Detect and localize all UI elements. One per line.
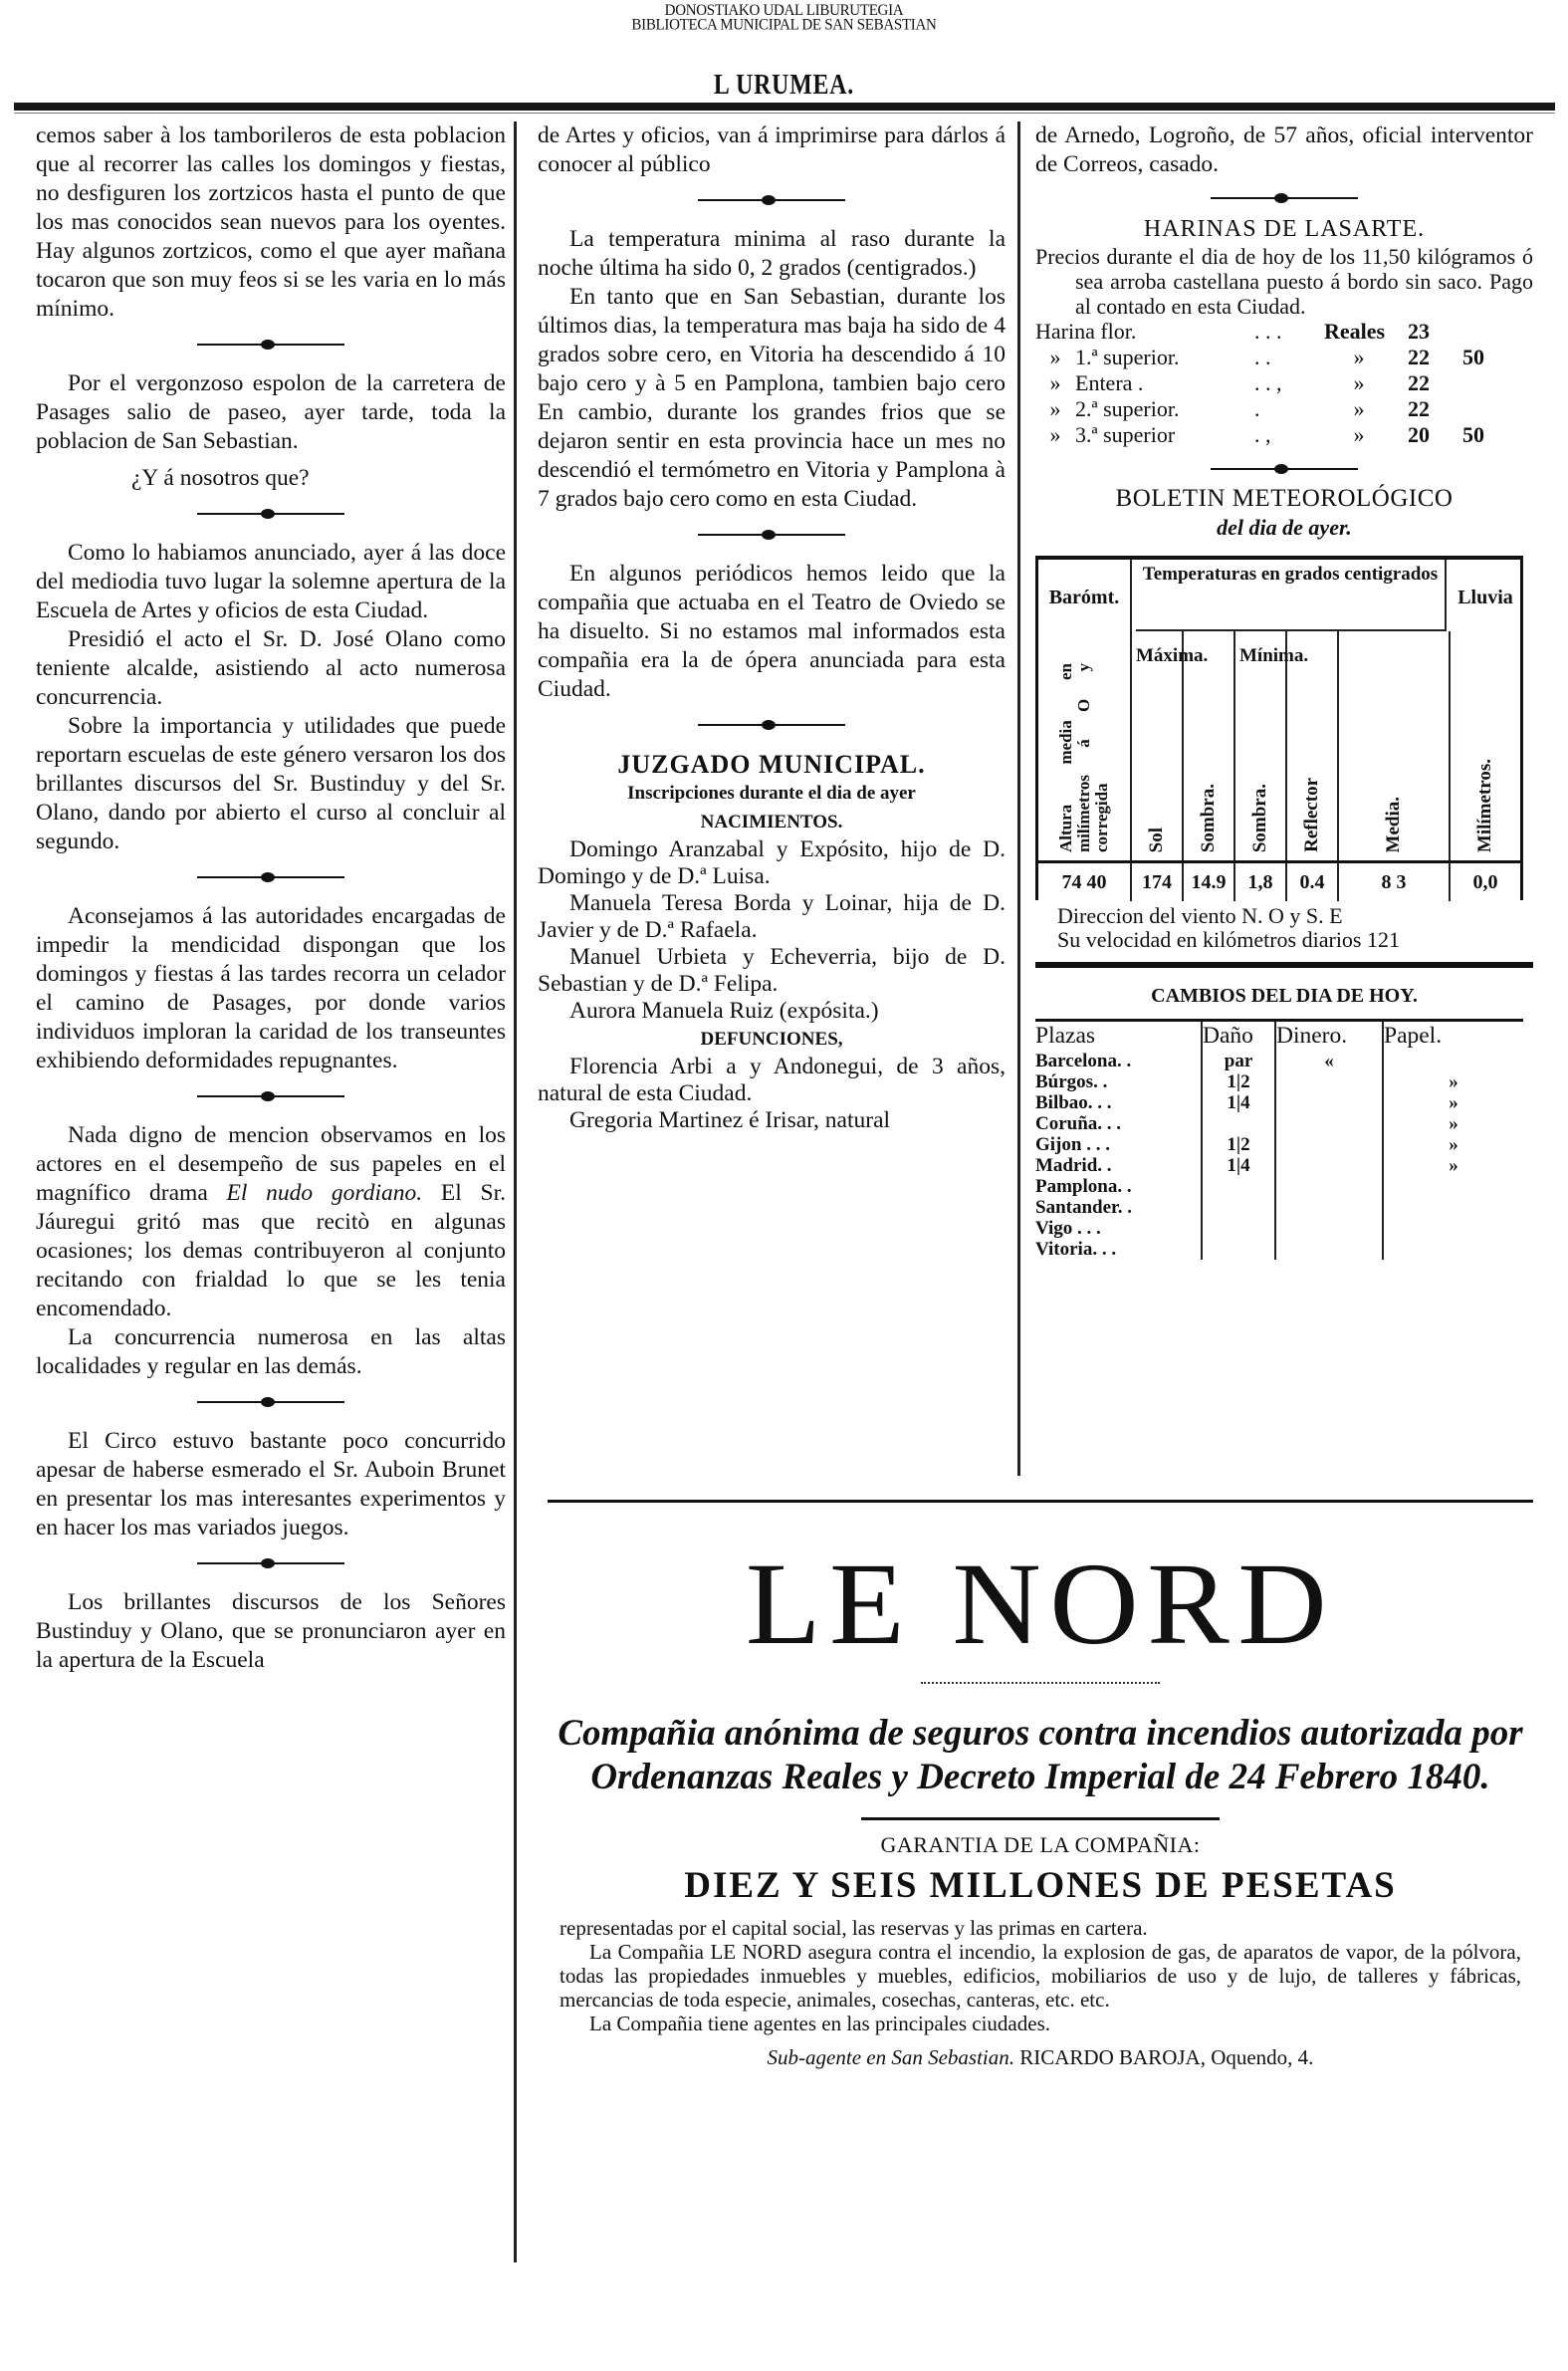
price-value: 23: [1408, 319, 1430, 344]
meteo-sub-milimetros: Milímetros.: [1474, 758, 1495, 852]
cambios-papel: »: [1449, 1113, 1458, 1134]
cambios-papel: [1384, 1197, 1523, 1218]
price-value: 22: [1408, 396, 1430, 421]
newspaper-title: L URUMEA.: [713, 70, 855, 101]
cambios-plaza: Vigo . . .: [1035, 1218, 1101, 1239]
price-cents: [1444, 396, 1503, 422]
left-column: [36, 121, 506, 1675]
cambios-papel: [1384, 1176, 1523, 1197]
cambios-plaza: Búrgos. .: [1035, 1071, 1108, 1092]
ornament-divider-icon: [921, 1682, 1160, 1684]
cambios-dano: [1203, 1113, 1274, 1134]
cambios-plaza: Barcelona. .: [1035, 1051, 1132, 1071]
cambios-papel: [1384, 1239, 1523, 1260]
juzgado-subtitle: Inscripciones durante el dia de ayer: [627, 783, 916, 804]
cambios-dinero: [1276, 1239, 1382, 1260]
article-espolon: Por el vergonzoso espolon de la carretera de Pasages salio de paseo, ayer tarde, toda la poblacion de San Sebastian.: [36, 370, 506, 454]
meteo-table-values: [1038, 860, 1520, 900]
article-escuela-apertura: Como lo habiamos anunciado, ayer á las doce del mediodia tuvo lugar la solemne apertura de la Escuela de Artes y oficios de esta Ciudad.: [36, 540, 506, 623]
ad-subagent: [538, 2045, 1543, 2070]
flour-type: 3.ª superior: [1075, 422, 1176, 447]
cambios-dano: [1203, 1197, 1274, 1218]
meteo-val-sombra-max: 14.9: [1184, 863, 1235, 901]
ad-brand-title: LE NORD: [745, 1539, 1336, 1669]
article-espolon-remark: ¿Y á nosotros que?: [131, 465, 310, 491]
death-entry: Florencia Arbi a y Andonegui, de 3 años, natural de esta Ciudad.: [538, 1054, 1006, 1106]
cambios-header: Daño: [1203, 1023, 1253, 1049]
price-row: » 3.ª superior . , » 20 50: [1035, 422, 1533, 448]
ad-subagent-name: RICARDO BAROJA, Oquendo, 4.: [1019, 2045, 1314, 2069]
cambios-dano: 1|2: [1227, 1134, 1250, 1155]
meteo-val-barometro: 74 40: [1038, 863, 1132, 901]
price-value: 22: [1408, 345, 1430, 369]
ornament-divider-icon: [197, 876, 344, 878]
deaths-heading: DEFUNCIONES,: [700, 1029, 843, 1050]
cambios-plaza: Coruña. . .: [1035, 1113, 1122, 1134]
ad-mid-rule: [861, 1817, 1220, 1820]
section-separator: [36, 499, 506, 529]
ornament-divider-icon: [698, 724, 845, 726]
cambios-dano: 1|4: [1227, 1092, 1250, 1113]
section-separator: [538, 185, 1006, 215]
section-separator: [538, 520, 1006, 550]
cambios-dano: 1|2: [1227, 1071, 1250, 1092]
cambios-dinero: [1276, 1134, 1382, 1155]
meteo-sub-sombra-min: Sombra.: [1249, 783, 1270, 852]
meteo-val-lluvia: 0,0: [1472, 871, 1498, 893]
price-cents: 50: [1462, 422, 1484, 447]
harinas-price-list: [1035, 319, 1533, 448]
cambios-col-dinero: [1276, 1022, 1384, 1260]
article-tamborileros: cemos saber à los tamborileros de esta poblacion que al recorrer las calles los domingos y fiestas, no desfiguren los zortzicos hasta el punto de que los mas conocidos sean nuevos para los oyentes. Hay algunos zortzicos, como el que ayer mañana tocaron que son muy feos si se les varia en lo más mínimo.: [36, 122, 506, 322]
drama-title: El nudo gordiano.: [226, 1180, 423, 1206]
price-row: » 2.ª superior. . » 22: [1035, 396, 1533, 422]
cambios-col-dano: [1203, 1022, 1276, 1260]
section-separator: [36, 1081, 506, 1111]
meteo-sub-sol: Sol: [1146, 827, 1167, 852]
masthead-rule-thin: [14, 113, 1555, 114]
price-cents: 50: [1462, 345, 1484, 369]
ad-guarantee-label: GARANTIA DE LA COMPAÑIA:: [880, 1832, 1201, 1857]
cambios-col-papel: [1384, 1022, 1523, 1260]
birth-entry: Manuela Teresa Borda y Loinar, hija de D. Javier y de D.ª Rafaela.: [538, 890, 1006, 943]
ad-subagent-label: Sub-agente en San Sebastian.: [767, 2045, 1014, 2069]
wind-speed: Su velocidad en kilómetros diarios 121: [1057, 927, 1400, 952]
wind-direction: Direccion del viento N. O y S. E: [1057, 903, 1343, 928]
column-divider-2: [1017, 121, 1020, 1476]
cambios-papel: »: [1449, 1071, 1458, 1092]
cambios-dano: par: [1224, 1051, 1253, 1071]
cambios-col-plazas: [1035, 1022, 1203, 1260]
ad-body: [538, 1916, 1543, 2035]
meteo-table: [1035, 556, 1523, 900]
death-entry-cont: de Arnedo, Logroño, de 57 años, oficial interventor de Correos, casado.: [1035, 122, 1533, 177]
birth-entry: Domingo Aranzabal y Expósito, hijo de D. Domingo y de D.ª Luisa.: [538, 836, 1006, 889]
section-separator: [36, 1387, 506, 1417]
section-separator: [36, 330, 506, 359]
ornament-divider-icon: [197, 1401, 344, 1403]
currency-unit: »: [1353, 370, 1365, 395]
cambios-dano: 1|4: [1227, 1155, 1250, 1176]
cambios-header: Dinero.: [1276, 1023, 1348, 1049]
meteo-sub-sombra-max: Sombra.: [1198, 783, 1219, 852]
ad-body-capital: representadas por el capital social, las reservas y las primas en cartera.: [560, 1916, 1148, 1940]
cambios-papel: »: [1449, 1134, 1458, 1155]
price-value: 20: [1408, 422, 1430, 447]
birth-entry: Manuel Urbieta y Echeverria, bijo de D. Sebastian y de D.ª Felipa.: [538, 944, 1006, 997]
cambios-plaza: Madrid. .: [1035, 1155, 1112, 1176]
cambios-plaza: Pamplona. .: [1035, 1176, 1132, 1197]
section-separator: [36, 1548, 506, 1578]
article-mendicidad: Aconsejamos á las autoridades encargadas de impedir la mendicidad dispongan que los domingos y fiestas á las tardes recorra un celador el camino de Pasages, por donde varios individuos imploran la caridad de los transeuntes exhibiendo deformidades repugnantes.: [36, 903, 506, 1073]
cambios-dinero: [1276, 1176, 1382, 1197]
library-header: [0, 3, 1568, 32]
meteo-col-barometro: Barómt.: [1038, 560, 1132, 631]
cambios-header: Papel.: [1384, 1023, 1443, 1049]
cambios-dano: [1203, 1239, 1274, 1260]
meteo-sub-media: Media.: [1383, 796, 1404, 852]
meteo-val-media: 8 3: [1339, 863, 1451, 901]
cambios-plaza: Gijon . . .: [1035, 1134, 1110, 1155]
harinas-heading: HARINAS DE LASARTE.: [1143, 216, 1426, 242]
price-value: 22: [1408, 370, 1430, 395]
article-teatro: Nada digno de mencion observamos en los actores en el desempeño de sus papeles en el magnífico drama El nudo gordiano. El Sr. Jáuregui gritó mas que recitò en algunas ocasiones; los demas contribuyeron al conjunto recitando con frialdad lo que se les tenia encomendado.: [36, 1122, 506, 1321]
cambios-papel: [1384, 1051, 1523, 1071]
juzgado-heading: JUZGADO MUNICIPAL.: [617, 750, 926, 779]
flour-type: 1.ª superior.: [1075, 345, 1180, 369]
harinas-intro: Precios durante el dia de hoy de los 11,50 kilógramos ó sea arroba castellana puesto á bordo sin saco. Pago al contado en esta Ciudad.: [1035, 244, 1533, 319]
ornament-divider-icon: [698, 199, 845, 201]
ornament-divider-icon: [1211, 197, 1358, 199]
cambios-dinero: [1276, 1071, 1382, 1092]
meteo-col-lluvia: Lluvia: [1457, 587, 1513, 608]
price-row: » Entera . . . , » 22: [1035, 370, 1533, 396]
right-column: [1035, 121, 1533, 1260]
article-escuela-presidio: Presidió el acto el Sr. D. José Olano como teniente alcalde, asistiendo al acto numerosa concurrencia.: [36, 626, 506, 710]
cambios-dano: [1203, 1176, 1274, 1197]
meteo-subtitle: del dia de ayer.: [1217, 515, 1352, 540]
cambios-header: Plazas: [1035, 1023, 1096, 1049]
ad-body-coverage: La Compañia LE NORD asegura contra el incendio, la explosion de gas, de aparatos de vapor, de la pólvora, todas las propiedades inmuebles y muebles, edificios, mobiliarios de uso y de lujo, de talleres y fábricas, mercancias de toda especie, animales, cosechas, canteras, etc. etc.: [560, 1940, 1521, 2012]
article-temperatura-minima: La temperatura minima al raso durante la noche última ha sido 0, 2 grados (centigrados.): [538, 226, 1006, 281]
cambios-papel: [1384, 1218, 1523, 1239]
ad-body-agents: La Compañia tiene agentes en las principales ciudades.: [589, 2012, 1050, 2035]
price-cents: [1444, 319, 1503, 345]
section-separator: [36, 862, 506, 892]
cambios-plaza: Bilbao. . .: [1035, 1092, 1112, 1113]
article-compania-opera: En algunos periódicos hemos leido que la compañia que actuaba en el Teatro de Oviedo se ha disuelto. Si no estamos mal informados esta compañia era la de ópera anunciada para esta Ciudad.: [538, 561, 1006, 702]
cambios-table: [1035, 1019, 1523, 1260]
ad-top-rule: [548, 1500, 1533, 1503]
library-name-spanish: BIBLIOTECA MUNICIPAL DE SAN SEBASTIAN: [631, 16, 937, 34]
article-discursos-imprimir: Los brillantes discursos de los Señores Bustinduy y Olano, que se pronunciaron ayer en la apertura de la Escuela: [36, 1589, 506, 1673]
cambios-dinero: «: [1324, 1051, 1334, 1071]
library-name-basque: DONOSTIAKO UDAL LIBURUTEGIA: [664, 2, 904, 20]
meteo-heading: BOLETIN METEOROLÓGICO: [1115, 485, 1454, 512]
cambios-papel: »: [1449, 1092, 1458, 1113]
meteo-table-subheader: [1038, 631, 1520, 860]
cambios-rule: [1035, 962, 1533, 968]
currency-unit: »: [1353, 345, 1365, 369]
column-divider-1: [514, 121, 517, 2262]
article-discursos-imprimir-cont: de Artes y oficios, van á imprimirse para dárlos á conocer al público: [538, 122, 1006, 177]
le-nord-advertisement: [538, 1500, 1543, 2070]
ornament-divider-icon: [197, 344, 344, 346]
meteo-sub-reflector: Reflector: [1301, 778, 1322, 852]
masthead-rule: [14, 103, 1555, 111]
price-row: Harina flor. . . . Reales 23: [1035, 319, 1533, 345]
cambios-dinero: [1276, 1197, 1382, 1218]
cambios-papel: »: [1449, 1155, 1458, 1176]
currency-unit: Reales: [1324, 319, 1386, 344]
price-cents: [1444, 370, 1503, 396]
death-entry: Gregoria Martinez é Irisar, natural: [569, 1107, 891, 1133]
flour-type: 2.ª superior.: [1075, 396, 1180, 421]
price-row: » 1.ª superior. . . » 22 50: [1035, 345, 1533, 370]
cambios-dinero: [1276, 1092, 1382, 1113]
cambios-plaza: Vitoria. . .: [1035, 1239, 1117, 1260]
ad-subtitle: Compañia anónima de seguros contra incendios autorizada por Ordenanzas Reales y Decreto Imperial de 24 Febrero 1840.: [558, 1713, 1523, 1797]
flour-type: Entera .: [1075, 370, 1144, 395]
section-separator: [1035, 183, 1533, 213]
cambios-dinero: [1276, 1218, 1382, 1239]
births-heading: NACIMIENTOS.: [700, 812, 843, 832]
article-escuela-discursos: Sobre la importancia y utilidades que puede reportarn escuelas de este género versaron los dos brillantes discursos del Sr. Bustinduy y del Sr. Olano, dando por abierto el curso al concluir al segundo.: [36, 713, 506, 854]
meteo-col-temperaturas: Temperaturas en grados centigrados: [1136, 560, 1447, 631]
ornament-divider-icon: [197, 1562, 344, 1564]
currency-unit: »: [1353, 396, 1365, 421]
cambios-plaza: Santander. .: [1035, 1197, 1132, 1218]
birth-entry: Aurora Manuela Ruiz (expósita.): [569, 998, 879, 1024]
ornament-divider-icon: [1211, 468, 1358, 470]
article-circo: El Circo estuvo bastante poco concurrido apesar de haberse esmerado el Sr. Auboin Brunet en presentar los mas interesantes experimentos y en hacer los mas variados juegos.: [36, 1428, 506, 1541]
currency-unit: »: [1353, 422, 1365, 447]
article-teatro-concurrencia: La concurrencia numerosa en las altas localidades y regular en las demás.: [36, 1324, 506, 1379]
cambios-dinero: [1276, 1113, 1382, 1134]
meteo-group-maxima: Máxima.: [1136, 645, 1209, 666]
middle-column: [538, 121, 1006, 1134]
meteo-group-minima: Mínima.: [1239, 645, 1309, 666]
meteo-val-sol: 174: [1132, 863, 1184, 901]
cambios-dano: [1203, 1218, 1274, 1239]
article-temperatura-comparacion: En tanto que en San Sebastian, durante los últimos dias, la temperatura mas baja ha sido de 4 grados sobre cero, en Vitoria ha descendido á 10 bajo cero y à 5 en Pamplona, tambien bajo cero En cambio, durante los grandes frios que se dejaron sentir en esta provincia hace un mes no descendió el termómetro en Vitoria y Pamplona à 7 grados bajo cero como en esta Ciudad.: [538, 284, 1006, 512]
flour-type: Harina flor.: [1035, 319, 1137, 344]
section-separator: [1035, 454, 1533, 484]
section-separator: [538, 710, 1006, 740]
meteo-sub-barometro: Altura media en milímetros á O y corregida: [1056, 663, 1111, 852]
meteo-table-header: [1038, 560, 1520, 631]
ornament-divider-icon: [197, 1095, 344, 1097]
ornament-divider-icon: [698, 534, 845, 536]
ad-guarantee-amount: DIEZ Y SEIS MILLONES DE PESETAS: [684, 1865, 1397, 1906]
ornament-divider-icon: [197, 513, 344, 515]
meteo-val-reflector: 0.4: [1287, 863, 1339, 901]
cambios-heading: CAMBIOS DEL DIA DE HOY.: [1151, 985, 1418, 1007]
meteo-val-sombra-min: 1,8: [1235, 863, 1287, 901]
cambios-dinero: [1276, 1155, 1382, 1176]
